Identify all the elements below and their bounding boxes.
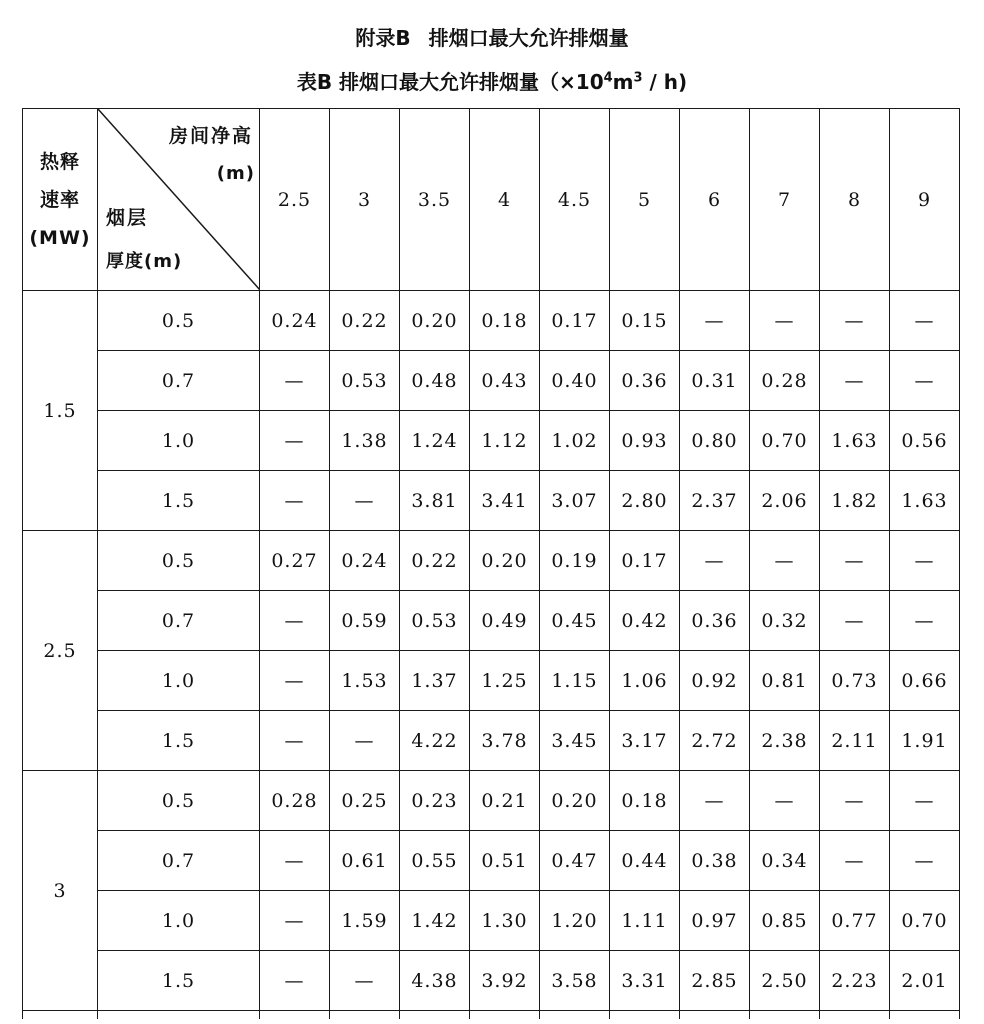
exhaust-value-cell: 0.49 [470,591,540,651]
height-header: 3 [330,109,400,291]
exhaust-value-cell: 0.24 [330,531,400,591]
appendix-subtitle: 排烟口最大允许排烟量 [428,26,629,50]
exhaust-value-cell: — [890,831,960,891]
exhaust-value-cell: — [820,831,890,891]
table-row [23,891,960,951]
exhaust-value-cell: — [820,531,890,591]
exhaust-value-cell: — [680,291,750,351]
exhaust-value-cell: 3.58 [540,951,610,1011]
table-row [23,351,960,411]
exhaust-value-cell: — [820,291,890,351]
exhaust-value-cell: 0.70 [750,411,820,471]
continuation-cell [23,1011,98,1020]
table-row [23,291,960,351]
table-row [23,951,960,1011]
smoke-layer-thickness-cell: 1.5 [98,711,260,771]
exhaust-value-cell: 0.18 [610,771,680,831]
smoke-layer-thickness-cell: 0.7 [98,351,260,411]
exhaust-value-cell: 3.17 [610,711,680,771]
exhaust-value-cell: 2.23 [820,951,890,1011]
height-header: 6 [680,109,750,291]
continuation-cell [750,1011,820,1020]
exhaust-value-cell: 0.38 [680,831,750,891]
exhaust-value-cell: — [260,951,330,1011]
exhaust-value-cell: 0.19 [540,531,610,591]
exhaust-value-cell: — [260,471,330,531]
continuation-cell [260,1011,330,1020]
table-row [23,531,960,591]
exhaust-value-cell: 0.20 [400,291,470,351]
exhaust-value-cell: — [330,471,400,531]
exhaust-value-cell: 0.31 [680,351,750,411]
exhaust-value-cell: — [260,351,330,411]
exhaust-value-cell: 0.93 [610,411,680,471]
exhaust-value-cell: 0.48 [400,351,470,411]
smoke-layer-thickness-cell: 0.7 [98,831,260,891]
height-header: 4 [470,109,540,291]
exhaust-value-cell: — [890,351,960,411]
exhaust-value-cell: — [260,891,330,951]
exhaust-value-cell: 0.55 [400,831,470,891]
exhaust-value-cell: 1.91 [890,711,960,771]
table-row [23,651,960,711]
continuation-cell [400,1011,470,1020]
exhaust-value-cell: 0.36 [680,591,750,651]
table-title-exponent-2: 3 [633,70,643,86]
exhaust-value-cell: — [820,351,890,411]
exhaust-value-cell: — [330,951,400,1011]
table-row [23,411,960,471]
exhaust-value-cell: 0.28 [260,771,330,831]
exhaust-value-cell: 2.37 [680,471,750,531]
smoke-layer-thickness-cell: 0.5 [98,771,260,831]
heat-release-rate-cell: 1.5 [23,291,98,531]
exhaust-value-cell: — [330,711,400,771]
height-header: 4.5 [540,109,610,291]
smoke-layer-thickness-cell: 1.5 [98,471,260,531]
exhaust-value-cell: 2.80 [610,471,680,531]
exhaust-value-cell: 2.50 [750,951,820,1011]
table-row [23,771,960,831]
exhaust-value-cell: 0.34 [750,831,820,891]
exhaust-value-cell: 3.92 [470,951,540,1011]
exhaust-value-cell: 3.07 [540,471,610,531]
exhaust-value-cell: 1.63 [820,411,890,471]
exhaust-value-cell: 1.06 [610,651,680,711]
heat-release-header [23,109,98,291]
exhaust-value-cell: — [260,711,330,771]
exhaust-value-cell: — [260,411,330,471]
height-header: 7 [750,109,820,291]
exhaust-value-cell: 0.59 [330,591,400,651]
appendix-label: 附录B [355,26,411,50]
exhaust-value-cell: 0.77 [820,891,890,951]
exhaust-value-cell: — [890,591,960,651]
exhaust-value-cell: 3.78 [470,711,540,771]
exhaust-value-cell: — [750,531,820,591]
exhaust-value-cell: 2.11 [820,711,890,771]
heat-release-line-3: (MW) [29,226,91,249]
exhaust-value-cell: 1.82 [820,471,890,531]
exhaust-value-cell: 1.24 [400,411,470,471]
table-title-end: / h) [642,70,688,94]
exhaust-value-cell: 1.25 [470,651,540,711]
exhaust-value-cell: — [260,591,330,651]
smoke-layer-thickness-cell: 1.0 [98,891,260,951]
exhaust-value-cell: 0.73 [820,651,890,711]
heat-release-line-2: 速率 [39,188,80,211]
exhaust-value-cell: — [890,531,960,591]
exhaust-value-cell: 0.18 [470,291,540,351]
exhaust-value-cell: — [750,291,820,351]
exhaust-value-cell: 2.06 [750,471,820,531]
exhaust-value-cell: — [890,291,960,351]
exhaust-value-cell: 0.92 [680,651,750,711]
smoke-layer-thickness-cell: 1.0 [98,411,260,471]
table-row [23,711,960,771]
exhaust-value-cell: 0.43 [470,351,540,411]
exhaust-value-cell: 0.85 [750,891,820,951]
exhaust-value-cell: 0.44 [610,831,680,891]
continuation-cell [680,1011,750,1020]
exhaust-value-cell: 4.22 [400,711,470,771]
smoke-layer-thickness-cell: 0.5 [98,291,260,351]
continuation-cell [610,1011,680,1020]
exhaust-value-cell: 1.30 [470,891,540,951]
continuation-cell [330,1011,400,1020]
continuation-row [23,1011,960,1020]
exhaust-value-cell: 0.20 [540,771,610,831]
smoke-layer-label: 烟层 [106,207,149,229]
exhaust-value-cell: 0.45 [540,591,610,651]
height-header: 5 [610,109,680,291]
exhaust-value-cell: 1.02 [540,411,610,471]
exhaust-value-cell: 1.12 [470,411,540,471]
exhaust-value-cell: — [260,831,330,891]
exhaust-value-cell: 0.24 [260,291,330,351]
exhaust-value-cell: 0.97 [680,891,750,951]
exhaust-value-cell: 0.28 [750,351,820,411]
exhaust-value-cell: 2.38 [750,711,820,771]
exhaust-value-cell: 0.23 [400,771,470,831]
exhaust-value-cell: 0.22 [330,291,400,351]
exhaust-value-cell: 0.17 [540,291,610,351]
exhaust-value-cell: 0.22 [400,531,470,591]
height-header: 3.5 [400,109,470,291]
height-header: 9 [890,109,960,291]
exhaust-value-cell: 0.36 [610,351,680,411]
exhaust-value-cell: 1.38 [330,411,400,471]
table-row [23,471,960,531]
exhaust-value-cell: 0.25 [330,771,400,831]
exhaust-value-cell: 0.40 [540,351,610,411]
exhaust-value-cell: 0.20 [470,531,540,591]
exhaust-value-cell: 2.85 [680,951,750,1011]
room-height-unit: (m) [216,163,255,184]
exhaust-value-cell: — [820,771,890,831]
exhaust-value-cell: — [680,771,750,831]
height-header: 8 [820,109,890,291]
exhaust-value-cell: 0.42 [610,591,680,651]
room-height-label: 房间净高 [168,125,253,147]
appendix-title [0,22,984,51]
smoke-exhaust-table [22,108,960,1019]
exhaust-value-cell: — [680,531,750,591]
heat-release-rate-cell: 3 [23,771,98,1011]
continuation-cell [470,1011,540,1020]
height-header: 2.5 [260,109,330,291]
exhaust-value-cell: 0.15 [610,291,680,351]
exhaust-value-cell: 1.20 [540,891,610,951]
continuation-cell [98,1011,260,1020]
exhaust-value-cell: 0.70 [890,891,960,951]
smoke-layer-thickness-cell: 0.7 [98,591,260,651]
diagonal-header-cell [98,109,260,291]
exhaust-value-cell: 3.31 [610,951,680,1011]
exhaust-value-cell: 0.17 [610,531,680,591]
exhaust-value-cell: 0.66 [890,651,960,711]
exhaust-value-cell: 1.11 [610,891,680,951]
exhaust-value-cell: 3.41 [470,471,540,531]
exhaust-value-cell: 2.72 [680,711,750,771]
exhaust-value-cell: 0.51 [470,831,540,891]
exhaust-value-cell: — [750,771,820,831]
exhaust-value-cell: 0.53 [400,591,470,651]
smoke-layer-unit: 厚度(m) [106,251,183,272]
continuation-cell [540,1011,610,1020]
table-title [0,66,984,95]
exhaust-value-cell: 0.21 [470,771,540,831]
exhaust-value-cell: 0.81 [750,651,820,711]
table-title-exponent-1: 4 [603,70,613,86]
exhaust-value-cell: 3.81 [400,471,470,531]
table-row [23,831,960,891]
exhaust-value-cell: 0.56 [890,411,960,471]
exhaust-value-cell: 0.53 [330,351,400,411]
smoke-layer-thickness-cell: 1.5 [98,951,260,1011]
exhaust-value-cell: — [260,651,330,711]
table-title-text: 表B 排烟口最大允许排烟量（×10 [296,70,604,94]
header-row [23,109,960,291]
exhaust-value-cell: 3.45 [540,711,610,771]
exhaust-value-cell: — [820,591,890,651]
continuation-cell [890,1011,960,1020]
exhaust-value-cell: 4.38 [400,951,470,1011]
exhaust-value-cell: 1.37 [400,651,470,711]
continuation-cell [820,1011,890,1020]
exhaust-value-cell: 0.32 [750,591,820,651]
exhaust-value-cell: 1.53 [330,651,400,711]
table-row [23,591,960,651]
heat-release-line-1: 热释 [39,150,80,173]
heat-release-rate-cell: 2.5 [23,531,98,771]
exhaust-value-cell: 1.63 [890,471,960,531]
exhaust-value-cell: 2.01 [890,951,960,1011]
exhaust-value-cell: 1.15 [540,651,610,711]
exhaust-value-cell: 0.27 [260,531,330,591]
table-title-unit: m [612,70,634,94]
exhaust-value-cell: 0.80 [680,411,750,471]
exhaust-value-cell: 0.61 [330,831,400,891]
exhaust-value-cell: — [890,771,960,831]
smoke-layer-thickness-cell: 1.0 [98,651,260,711]
exhaust-value-cell: 0.47 [540,831,610,891]
exhaust-value-cell: 1.42 [400,891,470,951]
smoke-layer-thickness-cell: 0.5 [98,531,260,591]
exhaust-value-cell: 1.59 [330,891,400,951]
